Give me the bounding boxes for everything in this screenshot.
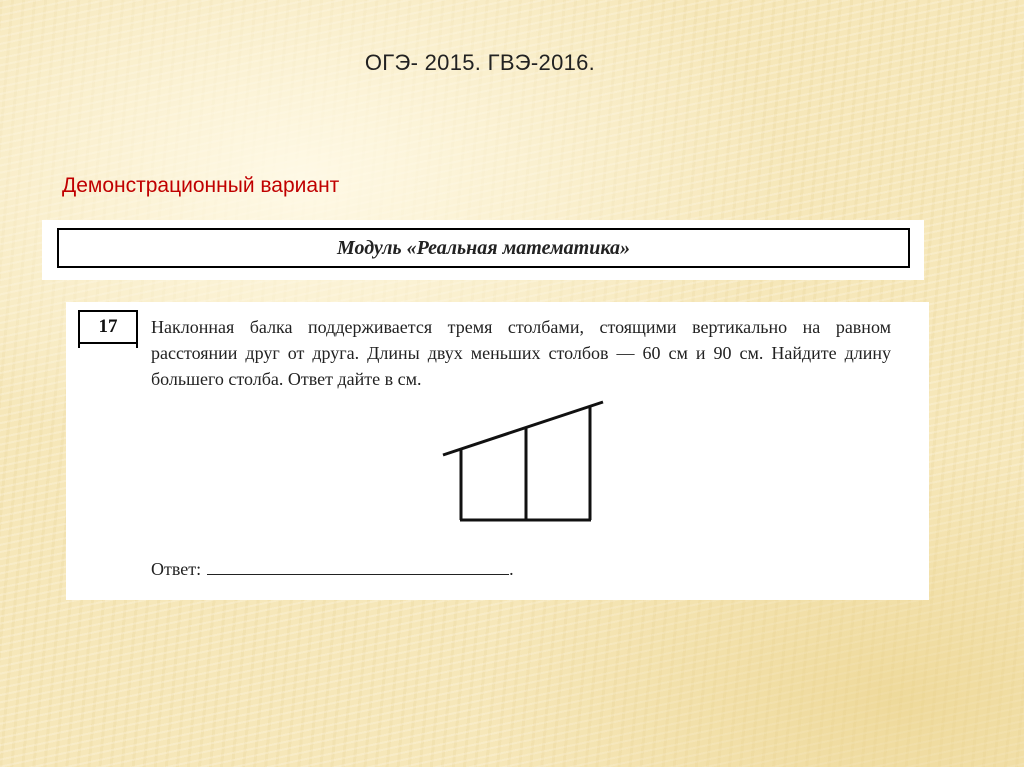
task-text: Наклонная балка поддерживается тремя столбами, стоящими вертикально на равном расстоянии друг от друга. Длины двух меньших столбов — 60 см и 90 см. Найдите длину большего столба. Ответ дайте в см. — [151, 317, 891, 389]
answer-end: . — [509, 559, 514, 579]
module-header-panel — [42, 220, 924, 280]
module-header-box — [57, 228, 910, 268]
slide-subtitle: Демонстрационный вариант — [62, 174, 340, 197]
answer-label: Ответ: — [151, 559, 202, 579]
answer-blank[interactable] — [207, 556, 509, 575]
slide-title: ОГЭ- 2015. ГВЭ-2016. — [364, 50, 596, 75]
task-number: 17 — [78, 310, 138, 344]
sloped-beam — [443, 402, 603, 455]
module-title: Модуль «Реальная математика» — [337, 236, 630, 259]
answer-line — [151, 556, 514, 580]
task-panel — [66, 302, 929, 600]
